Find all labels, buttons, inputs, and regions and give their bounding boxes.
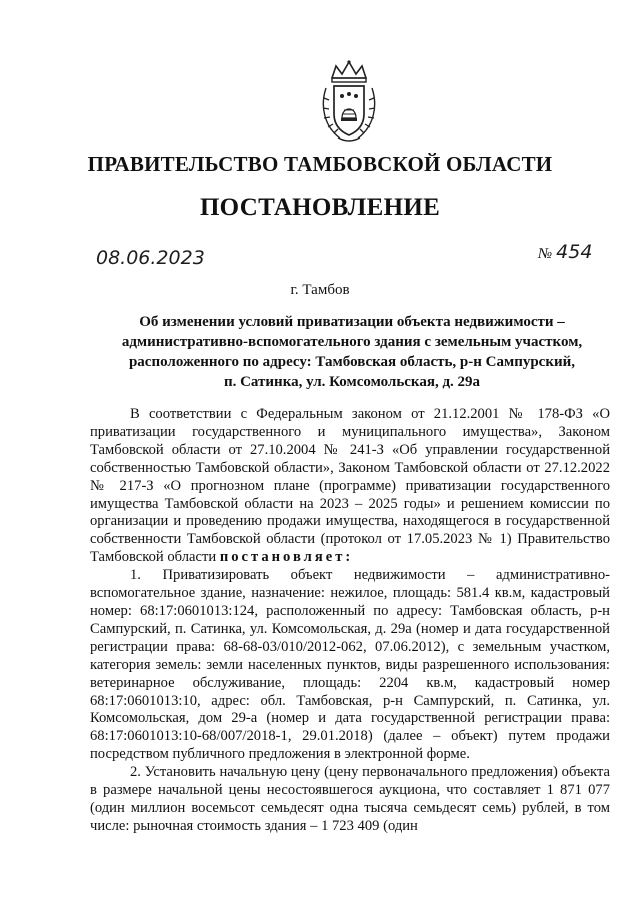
subject-line: п. Сатинка, ул. Комсомольская, д. 29а [223, 374, 481, 390]
subject-line: административно-вспомогательного здания с земельным участком, [121, 334, 583, 350]
preamble-paragraph [90, 406, 610, 567]
document-date: 08.06.2023 [96, 247, 205, 269]
number-sign: № [538, 246, 553, 262]
document-type-title: ПОСТАНОВЛЕНИЕ [199, 194, 441, 221]
subject-line: Об изменении условий приватизации объекта недвижимости – [139, 314, 565, 330]
document-number-value: 454 [556, 241, 593, 263]
issuing-city: г. Тамбов [290, 282, 350, 298]
decree-word: постановляет: [219, 549, 354, 566]
item-1-paragraph: 1. Приватизировать объект недвижимости – административно-вспомогательное здание, назначение: нежилое, площадь: 581.4 кв.м, кадастровый номер: 68:17:0601013:124, расположенный по адресу: Тамбовская область, р-н Сампурский, п. Сатинка, ул. Комсомольская, д. 29а (номер и дата государственной регистрации права: 68-68-03/010/2012-062, 07.06.2012), с земельным участком, категория земель: земли населенных пунктов, виды разрешенного использования: ветеринарное обслуживание, площадь: 2204 кв.м, кадастровый номер 68:17:0601013:10, адрес: обл. Тамбовская, р-н Сампурский, п. Сатинка, ул. Комсомольская, дом 29-а (номер и дата государственной регистрации права: 68:17:0601013:10-68/007/2018-1, 29.01.2018) (далее – объект) путем продажи посредством публичного предложения в электронной форме. [90, 567, 610, 763]
tambov-coat-of-arms-icon [318, 58, 380, 144]
document-number [538, 241, 592, 263]
subject-line: расположенного по адресу: Тамбовская область, р-н Сампурский, [128, 354, 576, 370]
document-subject [96, 312, 608, 392]
item-2-paragraph: 2. Установить начальную цену (цену первоначального предложения) объекта в размере начальной цены несостоявшегося аукциона, что составляет 1 871 077 (один миллион восемьсот семьдесят одна тысяча семьдесят семь) рублей, в том числе: рыночная стоимость здания – 1 723 409 (один [90, 764, 610, 834]
preamble-text: В соответствии с Федеральным законом от 21.12.2001 № 178-ФЗ «О приватизации государственного и муниципального имущества», Законом Тамбовской области от 27.10.2004 № 241-З «Об управлении государственной собственностью Тамбовской области», Законом Тамбовской области от 27.12.2022 № 217-З «О прогнозном плане (программе) приватизации государственного имущества Тамбовской области на 2023 – 2025 годы» и решением комиссии по организации и проведению продажи имущества, находящегося в государственной собственности Тамбовской области (протокол от 17.05.2023 № 1) Правительство Тамбовской области [90, 406, 610, 566]
document-body [90, 406, 610, 836]
government-name: ПРАВИТЕЛЬСТВО ТАМБОВСКОЙ ОБЛАСТИ [87, 152, 553, 176]
